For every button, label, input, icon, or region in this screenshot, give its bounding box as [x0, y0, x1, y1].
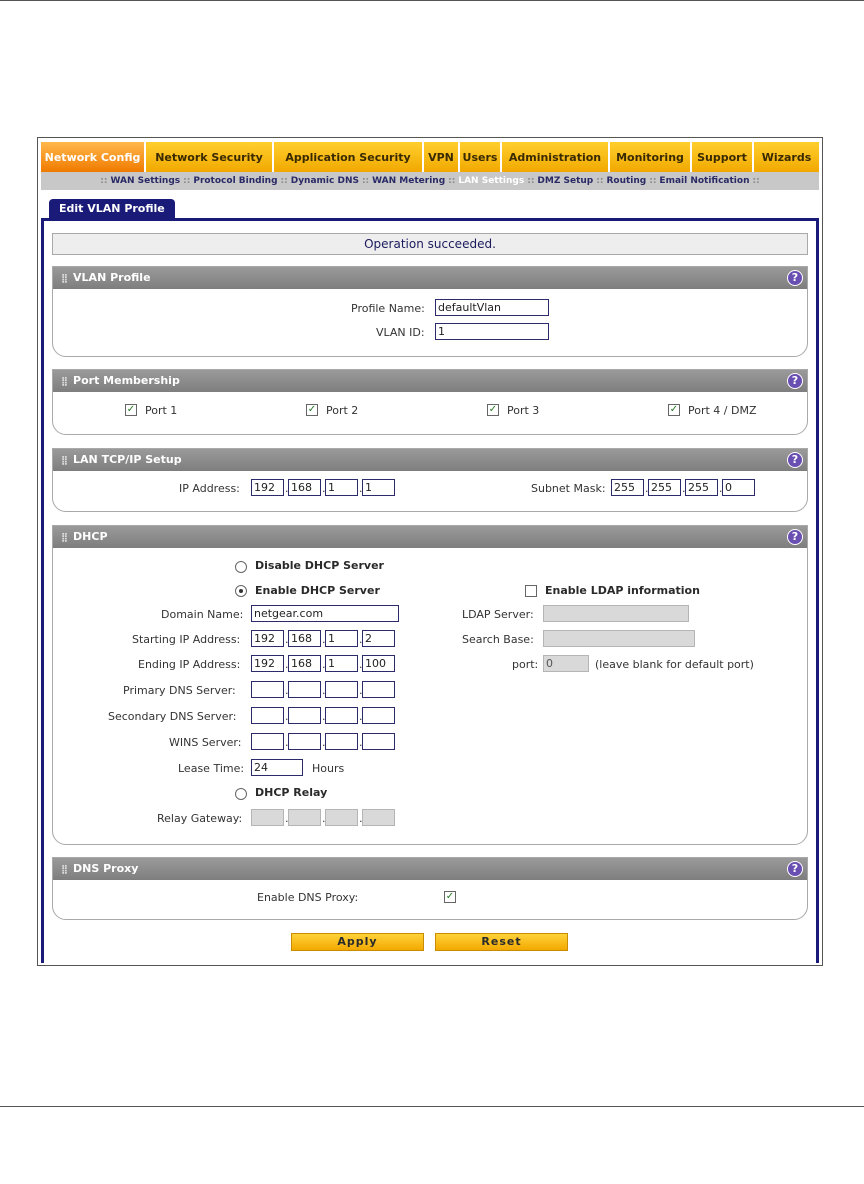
end-ip-octet-4[interactable]: 100 [362, 655, 395, 672]
mask-octet-4[interactable]: 0 [722, 479, 755, 496]
mask-octet-1[interactable]: 255 [611, 479, 644, 496]
relay-gateway-octet-2[interactable] [288, 809, 321, 826]
port-1-label: Port 1 [145, 404, 178, 417]
domain-name-input[interactable]: netgear.com [251, 605, 399, 622]
domain-name-label: Domain Name: [161, 608, 244, 621]
enable-dns-proxy-checkbox[interactable]: ✓ [445, 891, 455, 902]
subnav-dmz-setup[interactable]: DMZ Setup [537, 176, 594, 186]
help-icon[interactable]: ? [787, 270, 803, 286]
lease-time-input[interactable]: 24 [251, 759, 303, 776]
port-1-checkbox[interactable]: ✓ [126, 404, 136, 415]
tab-network-config[interactable]: Network Config [41, 142, 146, 172]
subnav-wan-metering[interactable]: WAN Metering [372, 176, 446, 186]
tab-edit-vlan-profile[interactable]: Edit VLAN Profile [49, 199, 175, 219]
octet-dot: . [285, 812, 289, 825]
start-ip-octet-1[interactable]: 192 [251, 630, 284, 647]
section-title: DHCP [73, 530, 108, 543]
starting-ip-label: Starting IP Address: [132, 633, 241, 646]
port-membership-section [52, 369, 808, 435]
port-2-label: Port 2 [326, 404, 359, 417]
subnav-separator: :: [527, 176, 535, 186]
relay-gateway-octet-3[interactable] [325, 809, 358, 826]
octet-dot: . [322, 658, 326, 671]
octet-dot: . [285, 482, 289, 495]
end-ip-octet-2[interactable]: 168 [288, 655, 321, 672]
ldap-port-hint: (leave blank for default port) [595, 658, 754, 671]
subnav-separator: :: [100, 176, 108, 186]
tab-application-security[interactable]: Application Security [274, 142, 424, 172]
primary-dns-label: Primary DNS Server: [123, 684, 236, 697]
help-icon[interactable]: ? [787, 373, 803, 389]
ip-octet-4[interactable]: 1 [362, 479, 395, 496]
ip-octet-1[interactable]: 192 [251, 479, 284, 496]
tab-monitoring[interactable]: Monitoring [610, 142, 692, 172]
octet-dot: . [682, 482, 686, 495]
grip-icon: ⣿ [61, 274, 68, 284]
octet-dot: . [322, 812, 326, 825]
router-admin-window [37, 137, 823, 966]
section-header [53, 858, 807, 880]
tab-network-security[interactable]: Network Security [146, 142, 274, 172]
subnav-routing[interactable]: Routing [606, 176, 647, 186]
search-base-input[interactable] [543, 630, 695, 647]
grip-icon: ⣿ [61, 533, 68, 543]
section-title: DNS Proxy [73, 862, 139, 875]
ip-address-label: IP Address: [179, 482, 240, 495]
primary-dns-octet-3[interactable] [325, 681, 358, 698]
dhcp-relay-label: DHCP Relay [255, 786, 328, 799]
enable-ldap-label: Enable LDAP information [545, 584, 700, 597]
tab-administration[interactable]: Administration [502, 142, 610, 172]
main-nav [41, 142, 819, 172]
enable-dhcp-radio[interactable] [235, 585, 247, 597]
grip-icon: ⣿ [61, 377, 68, 387]
octet-dot: . [322, 482, 326, 495]
secondary-dns-octet-2[interactable] [288, 707, 321, 724]
secondary-dns-octet-1[interactable] [251, 707, 284, 724]
tab-support[interactable]: Support [692, 142, 754, 172]
subnav-separator: :: [280, 176, 288, 186]
mask-octet-2[interactable]: 255 [648, 479, 681, 496]
dhcp-section [52, 525, 808, 845]
section-title: VLAN Profile [73, 271, 151, 284]
subnav-lan-settings[interactable]: LAN Settings [458, 176, 525, 186]
octet-dot: . [359, 710, 363, 723]
end-ip-octet-1[interactable]: 192 [251, 655, 284, 672]
dhcp-relay-radio[interactable] [235, 788, 247, 800]
secondary-dns-label: Secondary DNS Server: [108, 710, 237, 723]
octet-dot: . [322, 710, 326, 723]
help-icon[interactable]: ? [787, 861, 803, 877]
start-ip-octet-3[interactable]: 1 [325, 630, 358, 647]
profile-name-input[interactable]: defaultVlan [435, 299, 549, 316]
end-ip-octet-3[interactable]: 1 [325, 655, 358, 672]
subnav-separator: :: [752, 176, 760, 186]
octet-dot: . [322, 633, 326, 646]
primary-dns-octet-1[interactable] [251, 681, 284, 698]
ldap-port-label: port: [512, 658, 539, 671]
wins-octet-4[interactable] [362, 733, 395, 750]
port-4-dmz-label: Port 4 / DMZ [688, 404, 757, 417]
tab-wizards[interactable]: Wizards [754, 142, 819, 172]
octet-dot: . [359, 633, 363, 646]
subnav-protocol-binding[interactable]: Protocol Binding [193, 176, 278, 186]
start-ip-octet-2[interactable]: 168 [288, 630, 321, 647]
vlan-id-label: VLAN ID: [376, 326, 425, 339]
ending-ip-label: Ending IP Address: [138, 658, 241, 671]
octet-dot: . [322, 684, 326, 697]
vlan-id-input[interactable]: 1 [435, 323, 549, 340]
relay-gateway-octet-4[interactable] [362, 809, 395, 826]
primary-dns-octet-4[interactable] [362, 681, 395, 698]
subnav-separator: :: [183, 176, 191, 186]
octet-dot: . [359, 812, 363, 825]
octet-dot: . [285, 633, 289, 646]
port-3-checkbox[interactable]: ✓ [488, 404, 498, 415]
ldap-server-input[interactable] [543, 605, 689, 622]
dns-proxy-section [52, 857, 808, 920]
enable-dns-proxy-label: Enable DNS Proxy: [257, 891, 359, 904]
section-header [53, 526, 807, 548]
section-header [53, 449, 807, 471]
vlan-profile-section [52, 266, 808, 357]
octet-dot: . [359, 684, 363, 697]
octet-dot: . [322, 736, 326, 749]
subnav-wan-settings[interactable]: WAN Settings [110, 176, 181, 186]
relay-gateway-octet-1[interactable] [251, 809, 284, 826]
subnav-separator: :: [448, 176, 456, 186]
lease-time-label: Lease Time: [178, 762, 245, 775]
tab-vpn[interactable]: VPN [424, 142, 460, 172]
port-4-dmz-checkbox[interactable]: ✓ [669, 404, 679, 415]
primary-dns-octet-2[interactable] [288, 681, 321, 698]
lan-tcpip-section [52, 448, 808, 512]
secondary-dns-octet-4[interactable] [362, 707, 395, 724]
wins-octet-1[interactable] [251, 733, 284, 750]
octet-dot: . [645, 482, 649, 495]
profile-name-label: Profile Name: [351, 302, 425, 315]
octet-dot: . [285, 658, 289, 671]
search-base-label: Search Base: [462, 633, 534, 646]
sub-nav [41, 172, 819, 190]
subnet-mask-label: Subnet Mask: [531, 482, 606, 495]
page-tab-row [41, 190, 819, 218]
ip-octet-3[interactable]: 1 [325, 479, 358, 496]
help-icon[interactable]: ? [787, 452, 803, 468]
enable-ldap-checkbox[interactable] [525, 585, 537, 597]
wins-server-label: WINS Server: [169, 736, 242, 749]
disable-dhcp-label: Disable DHCP Server [255, 559, 384, 572]
subnav-separator: :: [361, 176, 370, 186]
apply-button[interactable]: Apply [291, 933, 424, 951]
octet-dot: . [359, 658, 363, 671]
page-bottom-rule [0, 1106, 864, 1107]
section-title: Port Membership [73, 374, 180, 387]
reset-button[interactable]: Reset [435, 933, 568, 951]
section-header [53, 370, 807, 392]
octet-dot: . [719, 482, 723, 495]
octet-dot: . [359, 736, 363, 749]
help-icon[interactable]: ? [787, 529, 803, 545]
wins-octet-2[interactable] [288, 733, 321, 750]
start-ip-octet-4[interactable]: 2 [362, 630, 395, 647]
status-message: Operation succeeded. [52, 233, 808, 255]
mask-octet-3[interactable]: 255 [685, 479, 718, 496]
octet-dot: . [285, 684, 289, 697]
octet-dot: . [359, 482, 363, 495]
enable-dhcp-label: Enable DHCP Server [255, 584, 380, 597]
ldap-server-label: LDAP Server: [462, 608, 534, 621]
wins-octet-3[interactable] [325, 733, 358, 750]
port-2-checkbox[interactable]: ✓ [307, 404, 317, 415]
relay-gateway-label: Relay Gateway: [157, 812, 243, 825]
section-header [53, 267, 807, 289]
lease-unit-label: Hours [312, 762, 345, 775]
subnav-email-notification[interactable]: Email Notification [659, 176, 750, 186]
page-top-rule [0, 0, 864, 1]
disable-dhcp-radio[interactable] [235, 561, 247, 573]
ldap-port-input[interactable]: 0 [543, 655, 589, 672]
port-3-label: Port 3 [507, 404, 540, 417]
subnav-separator: :: [596, 176, 604, 186]
section-title: LAN TCP/IP Setup [73, 453, 182, 466]
secondary-dns-octet-3[interactable] [325, 707, 358, 724]
grip-icon: ⣿ [61, 865, 68, 875]
subnav-dynamic-dns[interactable]: Dynamic DNS [290, 176, 359, 186]
octet-dot: . [285, 710, 289, 723]
grip-icon: ⣿ [61, 456, 68, 466]
tab-users[interactable]: Users [460, 142, 502, 172]
subnav-separator: :: [649, 176, 657, 186]
ip-octet-2[interactable]: 168 [288, 479, 321, 496]
octet-dot: . [285, 736, 289, 749]
